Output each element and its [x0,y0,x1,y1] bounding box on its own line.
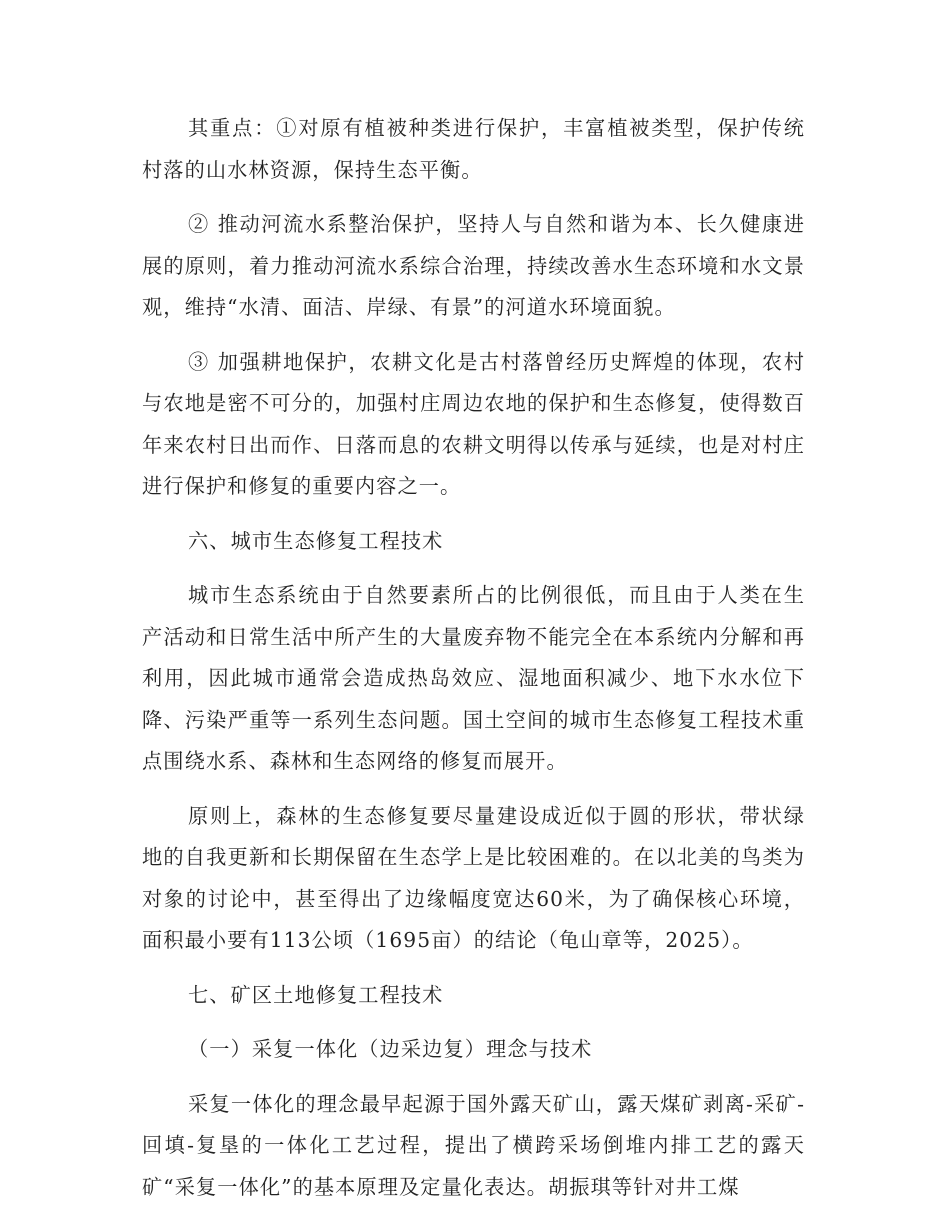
section-heading-urban-restoration: 六、城市生态修复工程技术 [188,528,444,553]
paragraph-river-protection: ② 推动河流水系整治保护，坚持人与自然和谐为本、长久健康进展的原则，着力推动河流水系综合治理，持续改善水生态环境和水文景观，维持“水清、面洁、岸绿、有景”的河道水环境面貌。 [142,212,805,319]
subsection-heading-integrated-mining: （一）采复一体化（边采边复）理念与技术 [188,1037,593,1061]
document-body [142,108,805,1221]
paragraph-vegetation-protection: 其重点：①对原有植被种类进行保护，丰富植被类型，保护传统村落的山水林资源，保持生态平衡。 [142,116,805,182]
paragraph-forest-restoration: 原则上，森林的生态修复要尽量建设成近似于圆的形状，带状绿地的自我更新和长期保留在生态学上是比较困难的。在以北美的鸟类为对象的讨论中，甚至得出了边缘幅度宽达60米，为了确保核心环境，面积最小要有113公顷（1695亩）的结论（龟山章等，2025）。 [142,803,805,952]
paragraph-farmland-protection: ③ 加强耕地保护，农耕文化是古村落曾经历史辉煌的体现，农村与农地是密不可分的，加强村庄周边农地的保护和生态修复，使得数百年来农村日出而作、日落而息的农耕文明得以传承与延续，也是对村庄进行保护和修复的重要内容之一。 [142,349,805,498]
paragraph-integrated-mining: 采复一体化的理念最早起源于国外露天矿山，露天煤矿剥离-采矿-回填-复垦的一体化工艺过程，提出了横跨采场倒堆内排工艺的露天矿“采复一体化”的基本原理及定量化表达。胡振琪等针对井工煤 [142,1091,805,1199]
section-heading-mining-restoration: 七、矿区土地修复工程技术 [188,982,444,1007]
paragraph-urban-ecosystem: 城市生态系统由于自然要素所占的比例很低，而且由于人类在生产活动和日常生活中所产生的大量废弃物不能完全在本系统内分解和再利用，因此城市通常会造成热岛效应、湿地面积减少、地下水水位下降、污染严重等一系列生态问题。国土空间的城市生态修复工程技术重点围绕水系、森林和生态网络的修复而展开。 [142,583,805,773]
